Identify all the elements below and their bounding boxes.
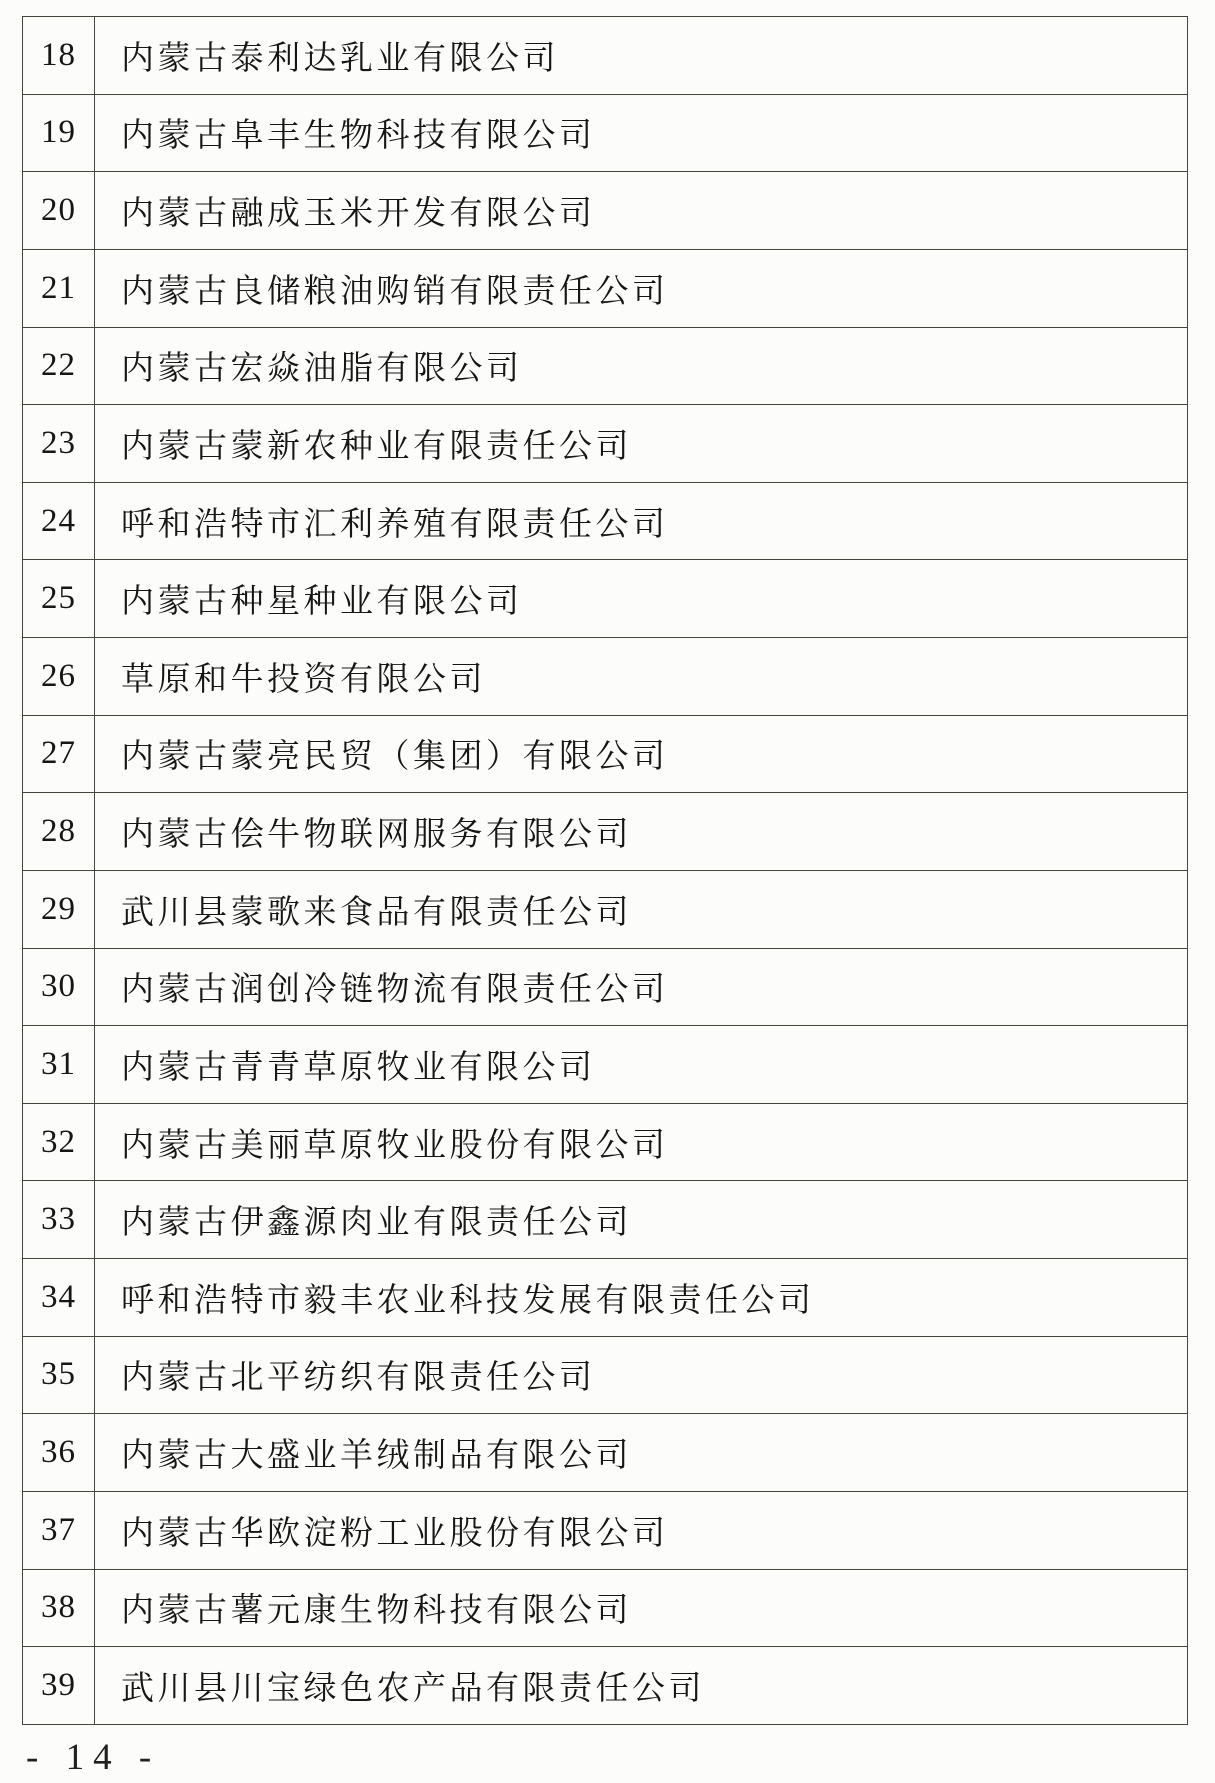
table-row — [23, 1647, 1188, 1725]
row-number-cell: 26 — [23, 638, 95, 716]
row-number-cell: 21 — [23, 249, 95, 327]
table-row — [23, 327, 1188, 405]
company-name-cell: 内蒙古融成玉米开发有限公司 — [95, 172, 1188, 250]
row-number-cell: 37 — [23, 1491, 95, 1569]
row-number-cell: 23 — [23, 405, 95, 483]
company-name-cell: 内蒙古伊鑫源肉业有限责任公司 — [95, 1181, 1188, 1259]
row-number-cell: 19 — [23, 94, 95, 172]
company-name-cell: 武川县川宝绿色农产品有限责任公司 — [95, 1647, 1188, 1725]
table-row — [23, 249, 1188, 327]
row-number-cell: 29 — [23, 870, 95, 948]
row-number-cell: 35 — [23, 1336, 95, 1414]
company-name-cell: 内蒙古良储粮油购销有限责任公司 — [95, 249, 1188, 327]
row-number-cell: 28 — [23, 793, 95, 871]
row-number-cell: 24 — [23, 482, 95, 560]
company-name-cell: 内蒙古北平纺织有限责任公司 — [95, 1336, 1188, 1414]
company-table-body — [23, 17, 1188, 1725]
page-number: - 14 - — [26, 1737, 161, 1778]
company-name-cell: 内蒙古宏焱油脂有限公司 — [95, 327, 1188, 405]
table-row — [23, 560, 1188, 638]
company-name-cell: 内蒙古大盛业羊绒制品有限公司 — [95, 1414, 1188, 1492]
row-number-cell: 30 — [23, 948, 95, 1026]
row-number-cell: 38 — [23, 1569, 95, 1647]
row-number-cell: 20 — [23, 172, 95, 250]
table-row — [23, 948, 1188, 1026]
table-row — [23, 172, 1188, 250]
company-name-cell: 内蒙古华欧淀粉工业股份有限公司 — [95, 1491, 1188, 1569]
row-number-cell: 22 — [23, 327, 95, 405]
row-number-cell: 25 — [23, 560, 95, 638]
company-name-cell: 内蒙古蒙亮民贸（集团）有限公司 — [95, 715, 1188, 793]
row-number-cell: 31 — [23, 1026, 95, 1104]
company-name-cell: 内蒙古阜丰生物科技有限公司 — [95, 94, 1188, 172]
table-row — [23, 793, 1188, 871]
company-name-cell: 内蒙古美丽草原牧业股份有限公司 — [95, 1103, 1188, 1181]
company-name-cell: 内蒙古泰利达乳业有限公司 — [95, 17, 1188, 95]
company-name-cell: 呼和浩特市汇利养殖有限责任公司 — [95, 482, 1188, 560]
table-row — [23, 1259, 1188, 1337]
table-row — [23, 638, 1188, 716]
table-row — [23, 1491, 1188, 1569]
table-row — [23, 482, 1188, 560]
company-name-cell: 内蒙古侩牛物联网服务有限公司 — [95, 793, 1188, 871]
row-number-cell: 27 — [23, 715, 95, 793]
company-name-cell: 内蒙古蒙新农种业有限责任公司 — [95, 405, 1188, 483]
row-number-cell: 33 — [23, 1181, 95, 1259]
table-row — [23, 1181, 1188, 1259]
company-name-cell: 内蒙古种星种业有限公司 — [95, 560, 1188, 638]
company-name-cell: 草原和牛投资有限公司 — [95, 638, 1188, 716]
table-row — [23, 1414, 1188, 1492]
table-row — [23, 870, 1188, 948]
table-row — [23, 715, 1188, 793]
company-name-cell: 内蒙古润创冷链物流有限责任公司 — [95, 948, 1188, 1026]
table-row — [23, 1103, 1188, 1181]
table-row — [23, 1026, 1188, 1104]
company-list-table — [22, 16, 1188, 1725]
company-name-cell: 呼和浩特市毅丰农业科技发展有限责任公司 — [95, 1259, 1188, 1337]
row-number-cell: 32 — [23, 1103, 95, 1181]
row-number-cell: 36 — [23, 1414, 95, 1492]
company-name-cell: 武川县蒙歌来食品有限责任公司 — [95, 870, 1188, 948]
table-row — [23, 17, 1188, 95]
table-row — [23, 405, 1188, 483]
row-number-cell: 34 — [23, 1259, 95, 1337]
company-name-cell: 内蒙古薯元康生物科技有限公司 — [95, 1569, 1188, 1647]
table-row — [23, 1569, 1188, 1647]
table-row — [23, 1336, 1188, 1414]
row-number-cell: 18 — [23, 17, 95, 95]
table-row — [23, 94, 1188, 172]
row-number-cell: 39 — [23, 1647, 95, 1725]
company-name-cell: 内蒙古青青草原牧业有限公司 — [95, 1026, 1188, 1104]
